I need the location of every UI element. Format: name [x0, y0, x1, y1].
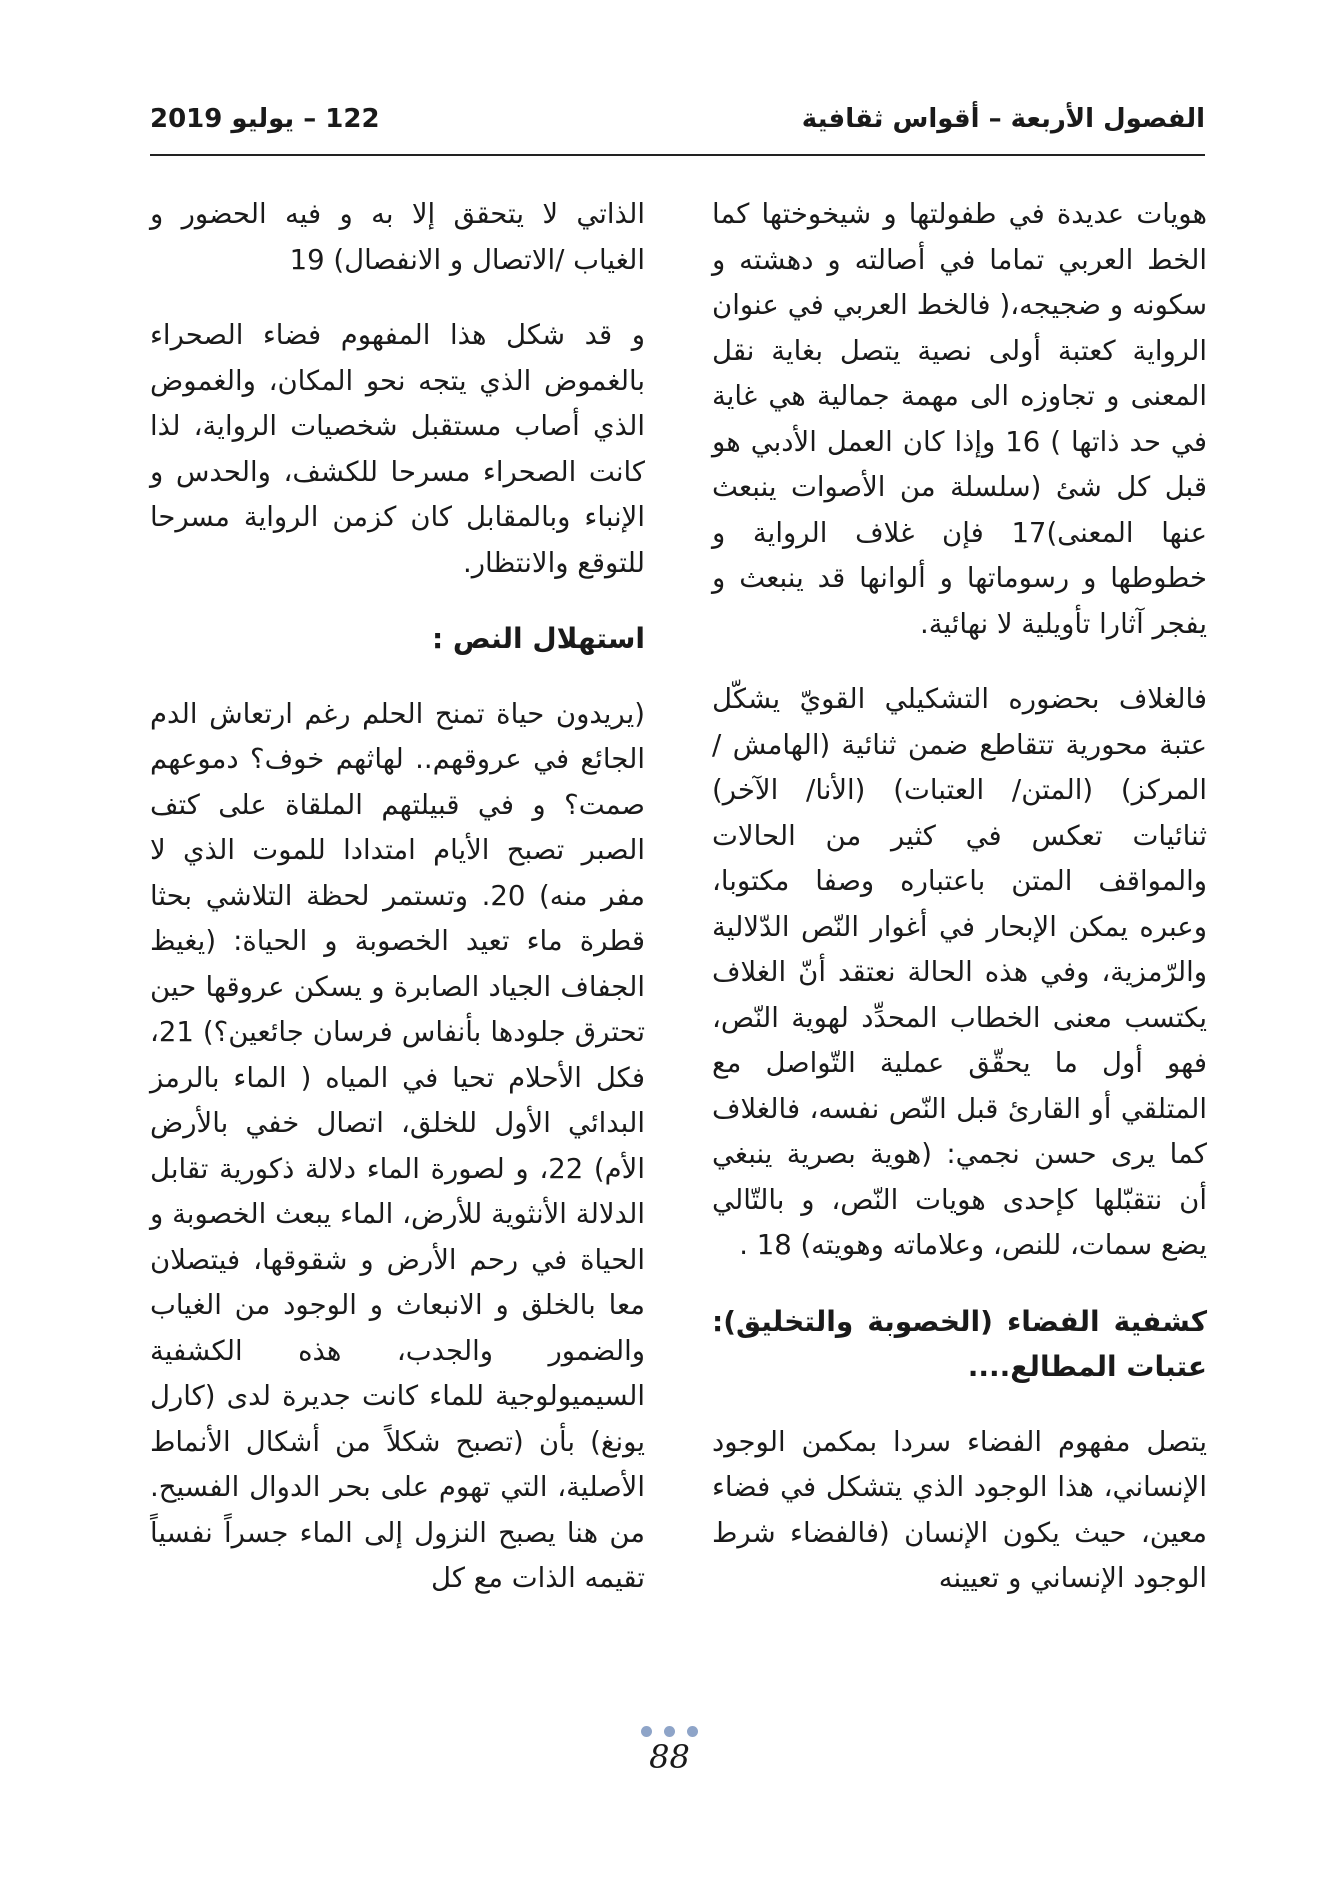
page-number: 88: [649, 1738, 690, 1776]
dot-icon: [641, 1726, 652, 1737]
paragraph: يتصل مفهوم الفضاء سردا بمكمن الوجود الإنساني، هذا الوجود الذي يتشكل في فضاء معين، حيث يكون الإنسان (فالفضاء شرط الوجود الإنساني و تعيينه: [712, 1425, 1207, 1594]
issue-info: 122 – يوليو 2019: [150, 104, 380, 134]
dot-icon: [687, 1726, 698, 1737]
right-column: [712, 192, 1207, 1632]
section-heading: استهلال النص :: [431, 622, 645, 655]
dot-icon: [664, 1726, 675, 1737]
left-column: [150, 192, 645, 1632]
page-header: [150, 98, 1205, 156]
paragraph: هويات عديدة في طفولتها و شيخوختها كما الخط العربي تماما في أصالته و دهشته و سكونه و ضجيجه،( فالخط العربي في عنوان الرواية كعتبة أولى نصية يتصل بغاية نقل المعنى و تجاوزه الى مهمة جمالية هي غاية في حد ذاتها ) 16 وإذا كان العمل الأدبي هو قبل كل شئ (سلسلة من الأصوات ينبعث عنها المعنى)17 فإن غلاف الرواية و خطوطها و رسوماتها و ألوانها قد ينبعث و يفجر آثارا تأويلية لا نهائية.: [712, 198, 1207, 640]
paragraph: فالغلاف بحضوره التشكيلي القويّ يشكّل عتبة محورية تتقاطع ضمن ثنائية (الهامش / المركز) (المتن/ العتبات) (الأنا/ الآخر) ثنائيات تعكس في كثير من الحالات والمواقف المتن باعتباره وصفا مكتوبا، وعبره يمكن الإبحار في أغوار النّص الدّلالية والرّمزية، وفي هذه الحالة نعتقد أنّ الغلاف يكتسب معنى الخطاب المحدِّد لهوية النّص، فهو أول ما يحقّق عملية التّواصل مع المتلقي أو القارئ قبل النّص نفسه، فالغلاف كما يرى حسن نجمي: (هوية بصرية ينبغي أن نتقبّلها كإحدى هويات النّص، و بالتّالي يضع سمات، للنص، وعلاماته وهويته) 18 .: [712, 683, 1207, 1261]
section-heading: كشفية الفضاء (الخصوبة والتخليق): عتبات المطالع....: [712, 1304, 1207, 1383]
paragraph: الذاتي لا يتحقق إلا به و فيه الحضور و الغياب /الاتصال و الانفصال) 19: [150, 198, 645, 276]
journal-title: الفصول الأربعة – أقواس ثقافية: [801, 104, 1205, 134]
paragraph: (يريدون حياة تمنح الحلم رغم ارتعاش الدم الجائع في عروقهم.. لهاثهم خوف؟ دموعهم صمت؟ و في قبيلتهم الملقاة على كتف الصبر تصبح الأيام امتدادا للموت الذي لا مفر منه) 20. وتستمر لحظة التلاشي بحثا قطرة ماء تعيد الخصوبة و الحياة: (يغيظ الجفاف الجياد الصابرة و يسكن عروقها حين تحترق جلودها بأنفاس فرسان جائعين؟) 21، فكل الأحلام تحيا في المياه ( الماء بالرمز البدائي الأول للخلق، اتصال خفي بالأرض الأم) 22، و لصورة الماء دلالة ذكورية تقابل الدلالة الأنثوية للأرض، الماء يبعث الخصوبة و الحياة في رحم الأرض و شقوقها، فيتصلان معا بالخلق و الانبعاث و الوجود من الغياب والضمور والجدب، هذه الكشفية السيميولوجية للماء كانت جديرة لدى (كارل يونغ) بأن (تصبح شكلاً من أشكال الأنماط الأصلية، التي تهوم على بحر الدوال الفسيح. من هنا يصبح النزول إلى الماء جسراً نفسياً تقيمه الذات مع كل: [150, 697, 646, 1594]
paragraph: و قد شكل هذا المفهوم فضاء الصحراء بالغموض الذي يتجه نحو المكان، والغموض الذي أصاب مستقبل شخصيات الرواية، لذا كانت الصحراء مسرحا للكشف، والحدس و الإنباء وبالمقابل كان كزمن الرواية مسرحا للتوقع والانتظار.: [150, 319, 645, 579]
